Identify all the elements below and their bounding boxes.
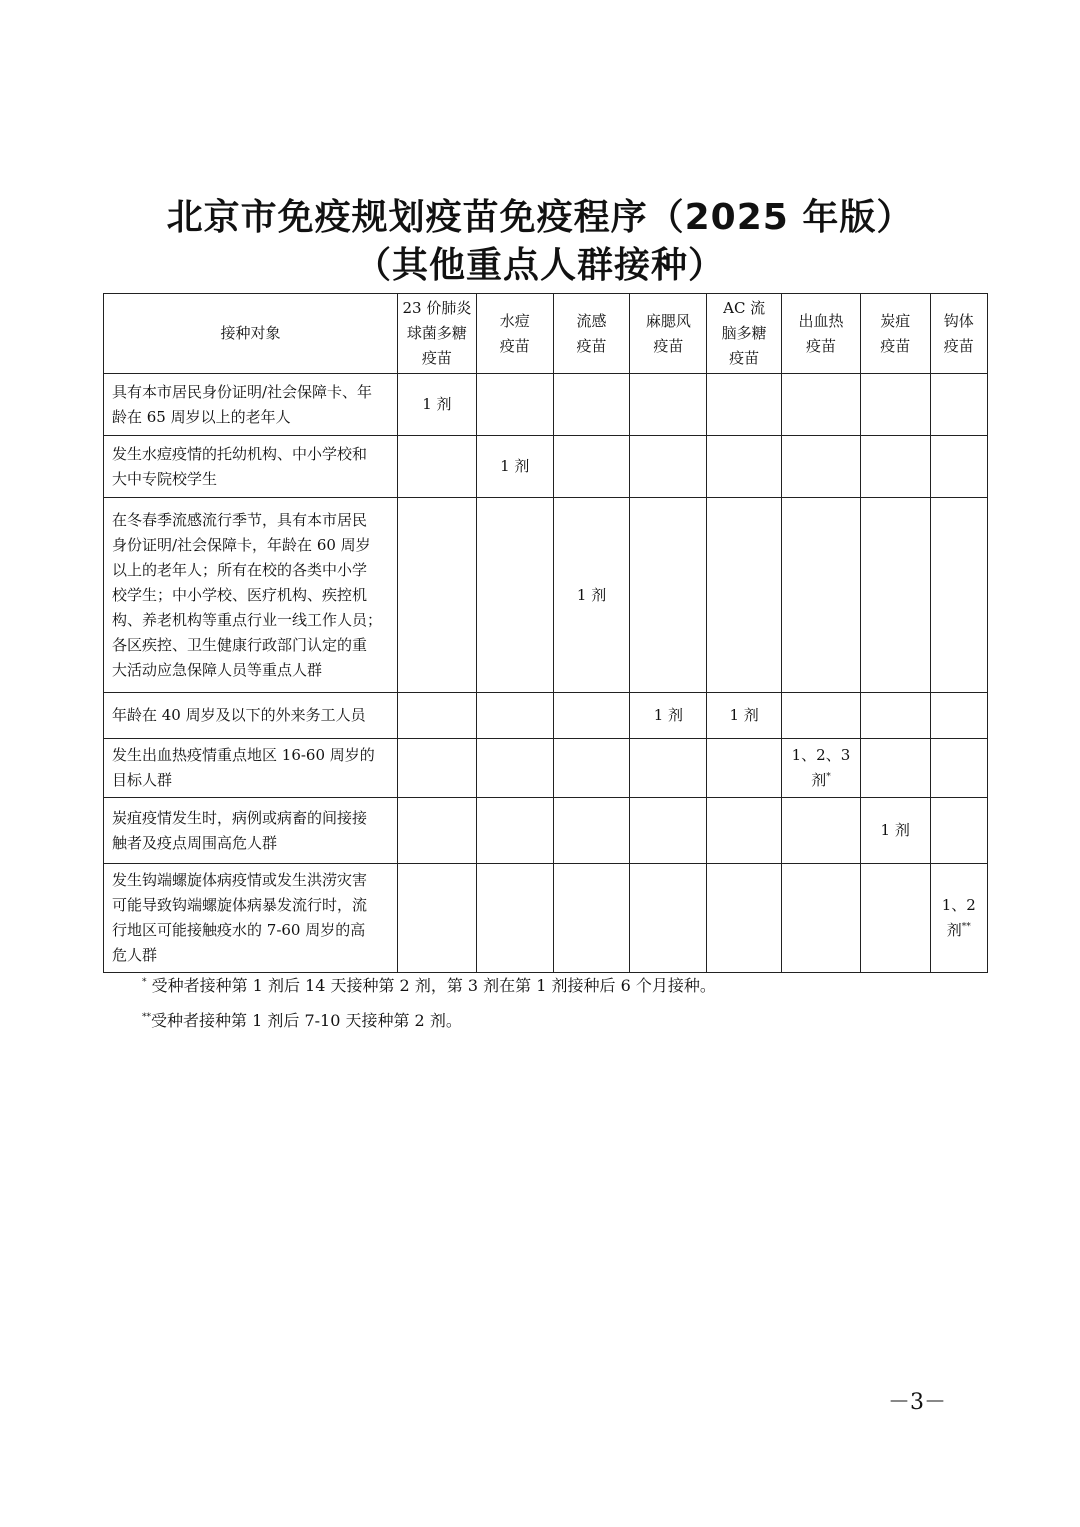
dose-cell — [553, 798, 630, 864]
vaccine-schedule-table — [103, 293, 988, 973]
dose-cell — [630, 864, 707, 973]
target-line: 可能导致钩端螺旋体病暴发流行时，流 — [112, 896, 368, 914]
target-group-cell — [104, 374, 398, 436]
dose-footnote-mark: * — [826, 772, 831, 782]
page-subtitle: （其他重点人群接种） — [354, 245, 725, 286]
dose-cell — [930, 498, 987, 693]
header-vaccine — [782, 294, 861, 374]
header-line: 疫苗 — [729, 349, 760, 367]
table-row — [104, 864, 988, 973]
header-line: 疫苗 — [653, 336, 684, 355]
dose-cell — [476, 498, 553, 693]
dose-cell — [630, 798, 707, 864]
dose-cell — [930, 374, 987, 436]
header-vaccine — [930, 294, 987, 374]
dose-cell — [860, 864, 930, 973]
dose-cell — [630, 693, 707, 739]
header-line: 23 价肺炎 — [402, 299, 472, 317]
page-number: －3－ — [888, 1390, 946, 1415]
dose-cell — [397, 739, 476, 798]
dose-cell — [630, 436, 707, 498]
dose-text: 1 剂 — [880, 821, 910, 839]
target-line: 构、养老机构等重点行业一线工作人员； — [112, 610, 383, 629]
table-row — [104, 436, 988, 498]
dose-text: 1 剂 — [653, 706, 684, 724]
dose-footnote-mark: ** — [961, 922, 971, 932]
dose-cell — [553, 374, 630, 436]
dose-cell — [476, 864, 553, 973]
target-line: 发生出血热疫情重点地区 16-60 周岁的 — [112, 746, 375, 764]
header-line: 疫苗 — [943, 336, 974, 355]
header-line: 疫苗 — [499, 336, 530, 355]
dose-cell — [930, 864, 987, 973]
dose-cell — [553, 739, 630, 798]
table-row — [104, 693, 988, 739]
target-line: 行地区可能接触疫水的 7-60 周岁的高 — [112, 921, 366, 939]
dose-cell — [860, 498, 930, 693]
dose-cell — [707, 374, 782, 436]
header-line: 疫苗 — [576, 336, 607, 355]
target-line: 危人群 — [112, 946, 158, 964]
dose-cell — [707, 693, 782, 739]
target-line: 龄在 65 周岁以上的老年人 — [112, 407, 291, 426]
target-group-cell — [104, 693, 398, 739]
dose-cell — [707, 498, 782, 693]
dose-cell — [476, 436, 553, 498]
header-vaccine — [476, 294, 553, 374]
target-group-cell — [104, 798, 398, 864]
header-line: 脑多糖 — [721, 324, 767, 342]
table-header-row — [104, 294, 988, 374]
header-line: 疫苗 — [805, 336, 836, 355]
header-line: 接种对象 — [220, 324, 281, 342]
dose-cell — [930, 436, 987, 498]
dose-cell — [630, 374, 707, 436]
dose-text: 1 剂 — [729, 706, 759, 724]
target-line: 大活动应急保障人员等重点人群 — [112, 660, 323, 679]
dose-cell — [782, 374, 861, 436]
target-line: 年龄在 40 周岁及以下的外来务工人员 — [112, 706, 366, 724]
header-line: 疫苗 — [421, 349, 452, 367]
header-vaccine — [860, 294, 930, 374]
header-line: AC 流 — [723, 299, 766, 317]
target-line: 具有本市居民身份证明/社会保障卡、年 — [112, 382, 373, 401]
dose-cell — [397, 693, 476, 739]
dose-cell — [860, 374, 930, 436]
dose-cell — [782, 864, 861, 973]
dose-cell — [397, 436, 476, 498]
dose-cell — [553, 864, 630, 973]
dose-cell — [630, 739, 707, 798]
dose-cell — [630, 498, 707, 693]
header-line: 疫苗 — [880, 336, 911, 355]
page-title: 北京市免疫规划疫苗免疫程序（2025 年版） — [166, 197, 914, 238]
dose-cell — [476, 693, 553, 739]
dose-cell — [707, 864, 782, 973]
target-line: 在冬春季流感流行季节，具有本市居民 — [112, 510, 368, 529]
table-row — [104, 739, 988, 798]
target-line: 校学生；中小学校、医疗机构、疾控机 — [112, 585, 368, 604]
dose-text: 1 剂 — [500, 457, 530, 475]
dose-cell — [553, 498, 630, 693]
footnote-text: 受种者接种第 1 剂后 14 天接种第 2 剂，第 3 剂在第 1 剂接种后 6 个月接种。 — [146, 976, 716, 995]
target-group-cell — [104, 864, 398, 973]
target-line: 各区疾控、卫生健康行政部门认定的重 — [112, 635, 368, 654]
footnote-text: 受种者接种第 1 剂后 7-10 天接种第 2 剂。 — [151, 1011, 462, 1030]
target-line: 目标人群 — [112, 771, 173, 789]
footnote-mark: * — [142, 977, 147, 988]
header-vaccine — [397, 294, 476, 374]
dose-text: 1、2 剂 — [941, 896, 976, 939]
dose-cell — [476, 374, 553, 436]
header-vaccine — [630, 294, 707, 374]
dose-cell — [707, 739, 782, 798]
footnote-1 — [142, 975, 716, 997]
dose-cell — [397, 374, 476, 436]
header-line: 麻腮风 — [645, 311, 691, 330]
header-vaccine — [553, 294, 630, 374]
table-row — [104, 798, 988, 864]
target-line: 身份证明/社会保障卡，年龄在 60 周岁 — [112, 535, 371, 554]
dose-cell — [860, 798, 930, 864]
dose-cell — [553, 436, 630, 498]
target-group-cell — [104, 739, 398, 798]
dose-cell — [930, 693, 987, 739]
dose-cell — [782, 693, 861, 739]
target-line: 大中专院校学生 — [112, 469, 218, 488]
dose-cell — [476, 798, 553, 864]
table-row — [104, 498, 988, 693]
dose-cell — [397, 864, 476, 973]
dose-cell — [782, 798, 861, 864]
header-line: 流感 — [576, 311, 607, 330]
table-row — [104, 374, 988, 436]
footnote-mark: ** — [142, 1012, 151, 1023]
header-line: 水痘 — [499, 311, 530, 330]
dose-cell — [860, 739, 930, 798]
header-vaccine — [707, 294, 782, 374]
target-line: 发生钩端螺旋体病疫情或发生洪涝灾害 — [112, 871, 368, 889]
dose-cell — [397, 798, 476, 864]
target-group-cell — [104, 498, 398, 693]
header-line: 出血热 — [798, 311, 844, 330]
header-line: 球菌多糖 — [406, 324, 467, 342]
dose-cell — [860, 693, 930, 739]
dose-text: 1、2、3 剂 — [791, 746, 851, 789]
header-line: 钩体 — [943, 311, 974, 330]
target-group-cell — [104, 436, 398, 498]
dose-cell — [782, 739, 861, 798]
dose-text: 1 剂 — [576, 585, 607, 604]
header-target — [104, 294, 398, 374]
dose-text: 1 剂 — [422, 395, 452, 413]
dose-cell — [930, 798, 987, 864]
target-line: 触者及疫点周围高危人群 — [112, 833, 278, 852]
dose-cell — [707, 798, 782, 864]
footnote-2 — [142, 1010, 462, 1032]
dose-cell — [707, 436, 782, 498]
dose-cell — [476, 739, 553, 798]
dose-cell — [930, 739, 987, 798]
dose-cell — [397, 498, 476, 693]
dose-cell — [860, 436, 930, 498]
dose-cell — [782, 498, 861, 693]
target-line: 炭疽疫情发生时，病例或病畜的间接接 — [112, 808, 368, 827]
header-line: 炭疽 — [880, 311, 911, 330]
dose-cell — [782, 436, 861, 498]
target-line: 发生水痘疫情的托幼机构、中小学校和 — [112, 444, 368, 463]
target-line: 以上的老年人；所有在校的各类中小学 — [112, 560, 368, 579]
dose-cell — [553, 693, 630, 739]
